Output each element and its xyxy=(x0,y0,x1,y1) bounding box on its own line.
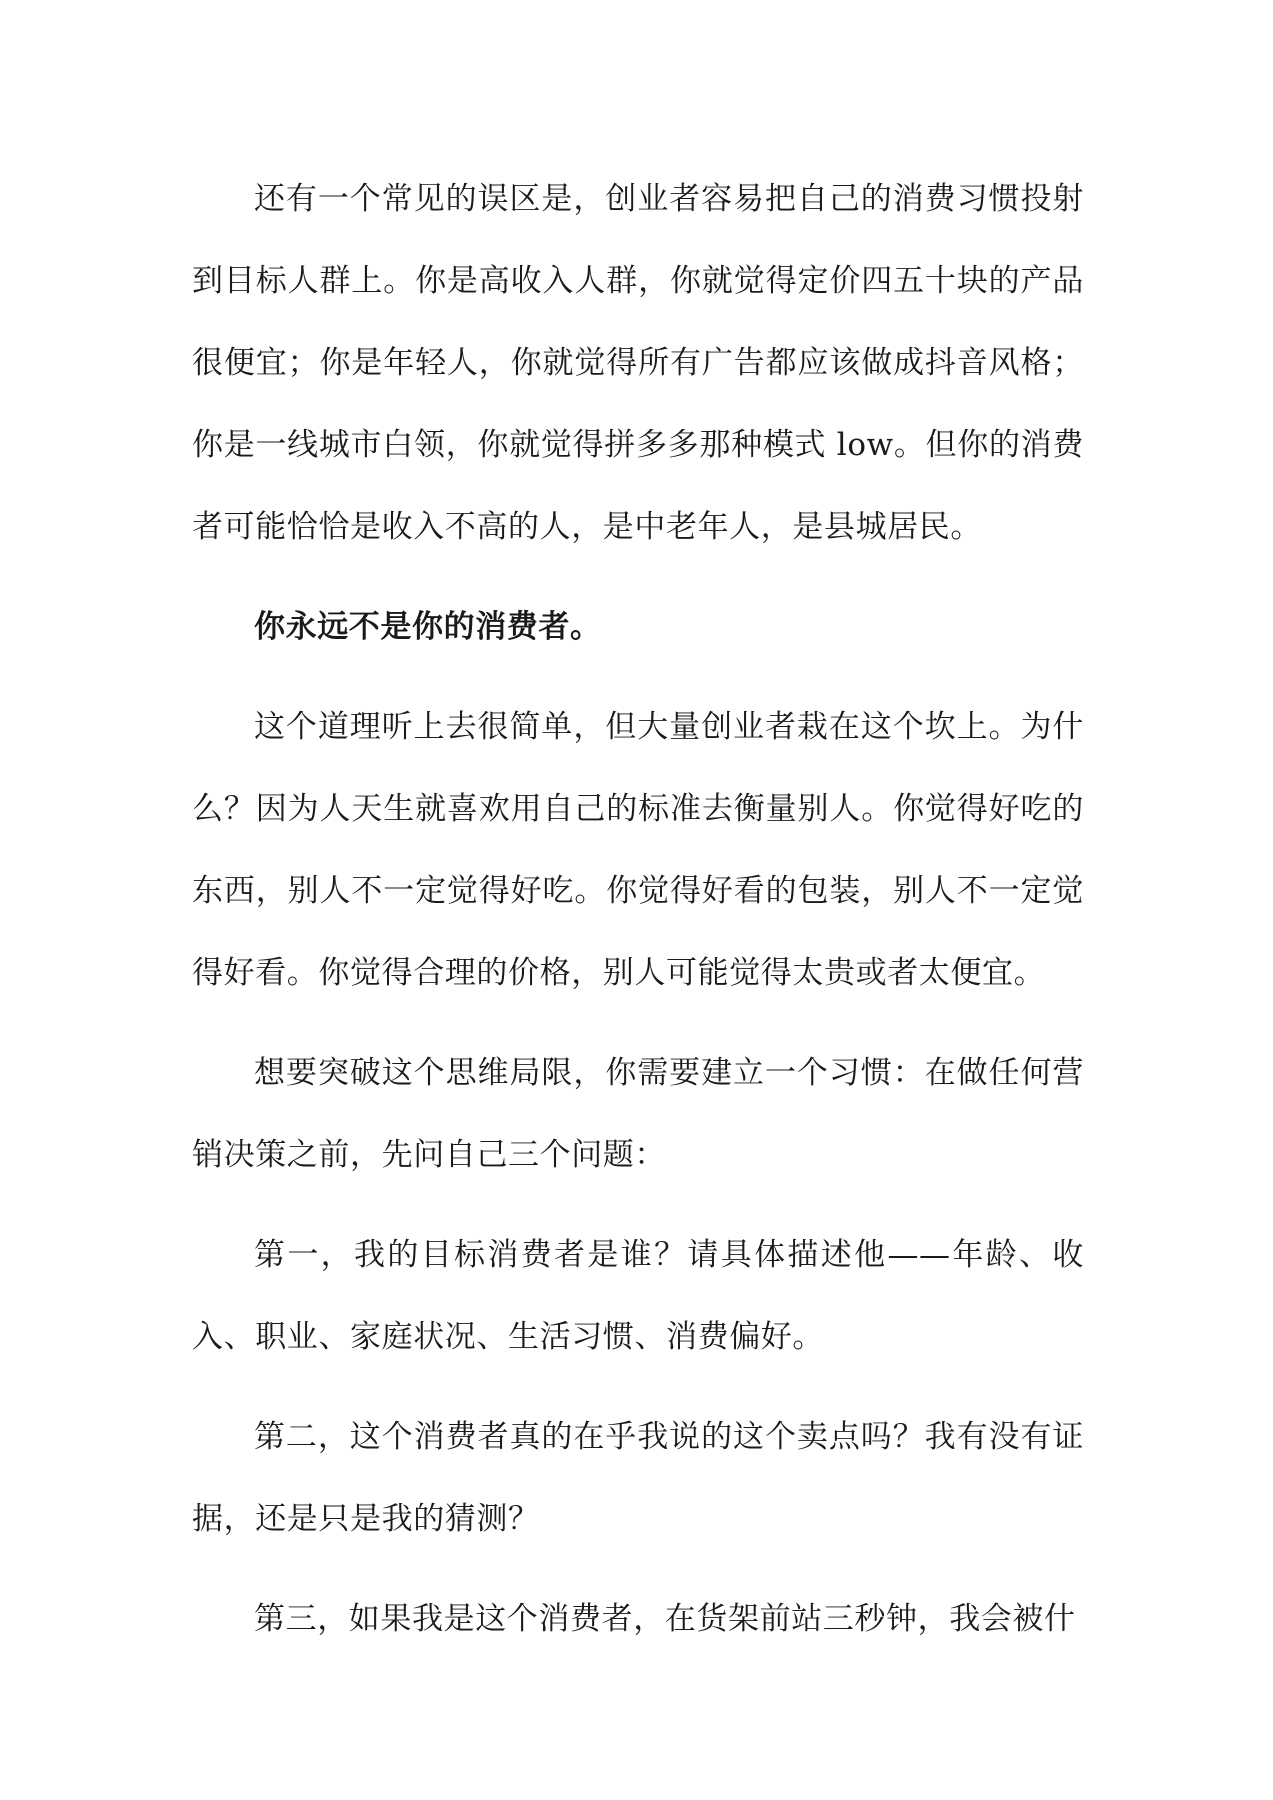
paragraph-question-two: 第二，这个消费者真的在乎我说的这个卖点吗？我有没有证据，还是只是我的猜测？ xyxy=(192,1419,1084,1537)
document-body xyxy=(192,158,1084,1678)
paragraph-habit-intro: 想要突破这个思维局限，你需要建立一个习惯：在做任何营销决策之前，先问自己三个问题： xyxy=(192,1055,1084,1173)
paragraph-explanation: 这个道理听上去很简单，但大量创业者栽在这个坎上。为什么？因为人天生就喜欢用自己的标准去衡量别人。你觉得好吃的东西，别人不一定觉得好吃。你觉得好看的包装，别人不一定觉得好看。你觉得合理的价格，别人可能觉得太贵或者太便宜。 xyxy=(192,709,1084,991)
paragraph-question-one: 第一，我的目标消费者是谁？请具体描述他——年龄、收入、职业、家庭状况、生活习惯、消费偏好。 xyxy=(192,1237,1084,1355)
paragraph-misconception: 还有一个常见的误区是，创业者容易把自己的消费习惯投射到目标人群上。你是高收入人群，你就觉得定价四五十块的产品很便宜；你是年轻人，你就觉得所有广告都应该做成抖音风格；你是一线城市白领，你就觉得拼多多那种模式 low。但你的消费者可能恰恰是收入不高的人，是中老年人，是县城居民。 xyxy=(192,181,1084,545)
paragraph-question-three: 第三，如果我是这个消费者，在货架前站三秒钟，我会被什 xyxy=(254,1601,1076,1637)
paragraph-key-statement: 你永远不是你的消费者。 xyxy=(254,609,602,645)
